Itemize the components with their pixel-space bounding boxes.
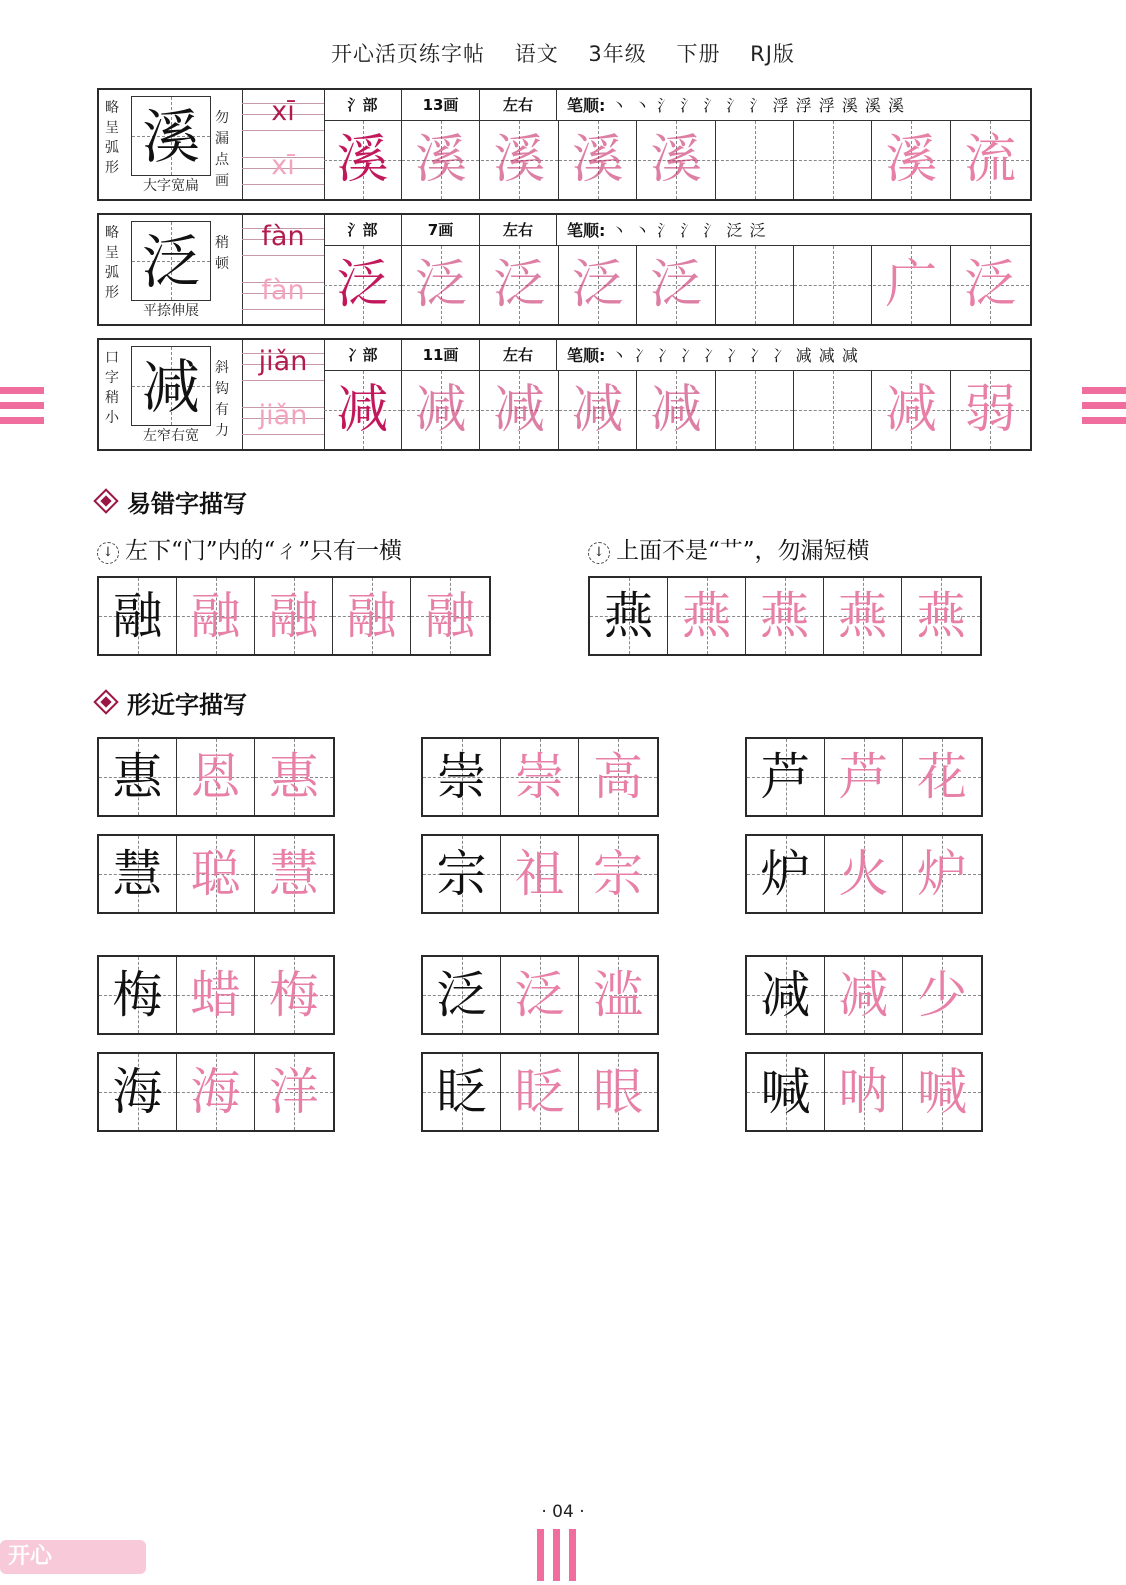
pinyin: xī [271, 96, 295, 127]
practice-cell[interactable] [402, 246, 480, 324]
grid-cell[interactable] [423, 836, 501, 912]
grid-cell[interactable] [177, 957, 255, 1033]
character-row [97, 213, 1032, 326]
practice-cell[interactable] [559, 246, 637, 324]
practice-char: 泛 [964, 255, 1017, 315]
practice-cell[interactable] [559, 371, 637, 449]
page-header [0, 38, 1126, 68]
practice-char: 溪 [414, 130, 467, 190]
grid-char: 崇 [436, 748, 487, 806]
tracing-grid [97, 1052, 335, 1132]
practice-cell[interactable] [794, 371, 872, 449]
grid-char: 燕 [759, 587, 810, 645]
grade: 3年级 [588, 42, 647, 66]
grid-char: 花 [917, 748, 967, 806]
brand-logo: 开心 [0, 1540, 146, 1574]
grid-cell[interactable] [177, 739, 255, 815]
right-note: 勿漏点画 [215, 110, 229, 189]
model-character-box [131, 96, 211, 176]
grid-char: 融 [268, 587, 319, 645]
grid-cell[interactable] [825, 739, 903, 815]
grid-char: 海 [190, 1063, 241, 1121]
grid-cell[interactable] [579, 957, 657, 1033]
tracing-grid [421, 834, 659, 914]
radical: 氵部 [324, 90, 402, 121]
model-character-box [131, 221, 211, 301]
tracing-grid [421, 955, 659, 1035]
grid-cell[interactable] [255, 1054, 333, 1130]
grid-cell[interactable] [825, 1054, 903, 1130]
tracing-grid [97, 576, 491, 656]
practice-char [794, 121, 871, 199]
grid-char: 聪 [190, 845, 241, 903]
right-note: 斜钩有力 [215, 360, 229, 439]
practice-char [716, 246, 793, 324]
subject: 语文 [514, 42, 559, 66]
grid-char: 洋 [269, 1063, 319, 1121]
grid-cell[interactable] [99, 836, 177, 912]
practice-cell[interactable] [481, 246, 559, 324]
grid-cell[interactable] [177, 1054, 255, 1130]
grid-cell[interactable] [747, 1054, 825, 1130]
practice-char: 溪 [650, 130, 703, 190]
grid-cell[interactable] [747, 957, 825, 1033]
tracing-grid [421, 737, 659, 817]
practice-char: 泛 [650, 255, 703, 315]
grid-char: 融 [190, 587, 241, 645]
character-row [97, 338, 1032, 451]
practice-char: 减 [414, 380, 467, 440]
grid-cell[interactable] [501, 739, 579, 815]
grid-cell[interactable] [747, 739, 825, 815]
practice-cell[interactable] [638, 246, 716, 324]
grid-char: 减 [838, 966, 889, 1024]
grid-cell[interactable] [423, 739, 501, 815]
grid-char: 祖 [514, 845, 565, 903]
grid-char: 少 [917, 966, 967, 1024]
volume: 下册 [676, 42, 721, 66]
sample-panel [99, 215, 243, 324]
grid-char: 海 [112, 1063, 163, 1121]
tracing-grid [745, 737, 983, 817]
grid-cell[interactable] [423, 1054, 501, 1130]
grid-cell[interactable] [903, 1054, 981, 1130]
practice-char: 溪 [336, 130, 389, 190]
practice-char [716, 371, 793, 449]
grid-char: 慧 [269, 845, 319, 903]
practice-cell[interactable] [324, 246, 402, 324]
practice-cell[interactable] [481, 371, 559, 449]
grid-char: 芦 [760, 748, 811, 806]
pinyin-box [242, 340, 325, 449]
bottom-note: 左窄右宽 [143, 428, 199, 444]
practice-char: 溪 [885, 130, 938, 190]
grid-cell[interactable] [579, 739, 657, 815]
hint-right: ↓ 上面不是“艹”，勿漏短横 [588, 532, 870, 566]
grid-char: 梅 [112, 966, 163, 1024]
tracing-grid [745, 955, 983, 1035]
left-note: 口字稍小 [105, 350, 119, 426]
grid-cell[interactable] [99, 739, 177, 815]
book-title: 开心活页练字帖 [331, 42, 486, 66]
stroke-count: 13画 [402, 90, 480, 121]
practice-cell[interactable] [951, 371, 1029, 449]
practice-cell[interactable] [873, 121, 951, 199]
grid-char: 融 [112, 587, 163, 645]
grid-cell[interactable] [501, 1054, 579, 1130]
grid-char: 眨 [514, 1063, 565, 1121]
grid-cell[interactable] [825, 957, 903, 1033]
stroke-order: 笔顺: 丶 丶 氵 氵 氵 氵 氵 浮 浮 浮 溪 溪 溪 [557, 90, 1030, 121]
grid-char: 泛 [436, 966, 487, 1024]
practice-char: 弱 [964, 380, 1017, 440]
page-bars [537, 1529, 585, 1585]
practice-cell[interactable] [794, 246, 872, 324]
grid-char: 惠 [112, 748, 163, 806]
practice-char [794, 371, 871, 449]
structure: 左右 [480, 340, 557, 371]
stroke-count: 7画 [402, 215, 480, 246]
practice-cell[interactable] [402, 371, 480, 449]
stroke-order: 笔顺: 丶 丶 氵 氵 氵 泛 泛 [557, 215, 1030, 246]
practice-cell[interactable] [559, 121, 637, 199]
practice-cell[interactable] [873, 246, 951, 324]
left-note: 略呈弧形 [105, 225, 119, 301]
practice-cell[interactable] [794, 121, 872, 199]
similar-section-title: 形近字描写 [97, 685, 247, 720]
practice-cell[interactable] [324, 371, 402, 449]
grid-char: 燕 [916, 587, 966, 645]
practice-cell[interactable] [716, 121, 794, 199]
grid-cell[interactable] [590, 578, 668, 654]
grid-char: 蜡 [190, 966, 241, 1024]
practice-cell[interactable] [638, 371, 716, 449]
practice-cell[interactable] [324, 121, 402, 199]
grid-cell[interactable] [99, 957, 177, 1033]
left-margin-bars [0, 387, 44, 432]
error-section-title: 易错字描写 [97, 484, 247, 519]
practice-cell[interactable] [716, 371, 794, 449]
practice-char: 减 [885, 380, 938, 440]
grid-char: 燕 [837, 587, 888, 645]
diamond-icon [93, 689, 118, 714]
stroke-order: 笔顺: 丶 冫 冫 冫 冫 冫 冫 冫 减 减 减 [557, 340, 1030, 371]
grid-cell[interactable] [579, 836, 657, 912]
practice-cell[interactable] [716, 246, 794, 324]
tracing-grid [745, 1052, 983, 1132]
practice-char: 泛 [414, 255, 467, 315]
practice-char [716, 121, 793, 199]
practice-char: 溪 [493, 130, 546, 190]
radical: 冫部 [324, 340, 402, 371]
grid-cell[interactable] [177, 578, 255, 654]
page-number: · 04 · [541, 1502, 585, 1522]
sample-panel [99, 90, 243, 199]
grid-cell[interactable] [501, 836, 579, 912]
practice-cell[interactable] [951, 121, 1029, 199]
grid-cell[interactable] [333, 578, 411, 654]
structure: 左右 [480, 215, 557, 246]
grid-cell[interactable] [255, 957, 333, 1033]
grid-char: 惠 [269, 748, 319, 806]
tracing-grid [421, 1052, 659, 1132]
grid-cell[interactable] [903, 957, 981, 1033]
grid-char: 慧 [112, 845, 163, 903]
grid-cell[interactable] [99, 578, 177, 654]
grid-cell[interactable] [501, 957, 579, 1033]
grid-cell[interactable] [903, 739, 981, 815]
practice-cell[interactable] [481, 121, 559, 199]
pinyin: jiǎn [258, 346, 308, 377]
grid-char: 减 [760, 966, 811, 1024]
structure: 左右 [480, 90, 557, 121]
left-note: 略呈弧形 [105, 100, 119, 176]
bottom-note: 大字宽扁 [143, 178, 199, 194]
tracing-grid [97, 737, 335, 817]
grid-cell[interactable] [747, 836, 825, 912]
tracing-grid [745, 834, 983, 914]
grid-cell[interactable] [903, 836, 981, 912]
practice-char [794, 246, 871, 324]
grid-char: 喊 [760, 1063, 811, 1121]
pinyin-trace: fàn [261, 275, 305, 306]
grid-char: 呐 [838, 1063, 889, 1121]
grid-char: 高 [593, 748, 643, 806]
grid-cell[interactable] [825, 836, 903, 912]
grid-char: 滥 [593, 966, 643, 1024]
grid-cell[interactable] [99, 1054, 177, 1130]
practice-char: 减 [571, 380, 624, 440]
grid-cell[interactable] [255, 836, 333, 912]
stroke-count: 11画 [402, 340, 480, 371]
practice-cell[interactable] [951, 246, 1029, 324]
grid-char: 恩 [190, 748, 241, 806]
tracing-grid [97, 955, 335, 1035]
down-arrow-icon: ↓ [97, 542, 119, 564]
model-character: 减 [141, 353, 200, 421]
grid-char: 炉 [760, 845, 811, 903]
edition: RJ版 [750, 42, 795, 66]
grid-char: 崇 [514, 748, 565, 806]
grid-char: 芦 [838, 748, 889, 806]
tracing-grid [588, 576, 982, 656]
model-character: 泛 [141, 228, 200, 296]
right-margin-bars [1082, 387, 1126, 432]
radical: 氵部 [324, 215, 402, 246]
down-arrow-icon: ↓ [588, 542, 610, 564]
grid-char: 融 [425, 587, 475, 645]
pinyin: fàn [261, 221, 305, 252]
model-character: 溪 [141, 103, 200, 171]
practice-char: 泛 [493, 255, 546, 315]
bottom-note: 平捺伸展 [143, 303, 199, 319]
practice-char: 广 [885, 255, 938, 315]
grid-char: 炉 [917, 845, 967, 903]
practice-char: 减 [650, 380, 703, 440]
grid-char: 融 [346, 587, 397, 645]
grid-char: 眼 [593, 1063, 643, 1121]
practice-char: 泛 [336, 255, 389, 315]
character-row [97, 88, 1032, 201]
practice-char: 减 [493, 380, 546, 440]
grid-cell[interactable] [824, 578, 902, 654]
practice-cell[interactable] [402, 121, 480, 199]
grid-cell[interactable] [255, 739, 333, 815]
grid-cell[interactable] [579, 1054, 657, 1130]
grid-char: 火 [838, 845, 889, 903]
grid-char: 梅 [269, 966, 319, 1024]
grid-cell[interactable] [746, 578, 824, 654]
grid-char: 宗 [436, 845, 487, 903]
hint-left: ↓ 左下“门”内的“ㄔ”只有一横 [97, 532, 402, 566]
grid-char: 喊 [917, 1063, 967, 1121]
grid-cell[interactable] [177, 836, 255, 912]
practice-cell[interactable] [873, 371, 951, 449]
grid-char: 宗 [593, 845, 643, 903]
pinyin-trace: jiǎn [258, 400, 308, 431]
grid-cell[interactable] [255, 578, 333, 654]
grid-cell[interactable] [668, 578, 746, 654]
grid-cell[interactable] [411, 578, 489, 654]
pinyin-box [242, 215, 325, 324]
practice-char: 减 [336, 380, 389, 440]
grid-cell[interactable] [902, 578, 980, 654]
tracing-grid [97, 834, 335, 914]
model-character-box [131, 346, 211, 426]
sample-panel [99, 340, 243, 449]
grid-cell[interactable] [423, 957, 501, 1033]
practice-char: 溪 [571, 130, 624, 190]
diamond-icon [93, 488, 118, 513]
grid-char: 燕 [681, 587, 732, 645]
grid-char: 眨 [436, 1063, 487, 1121]
practice-cell[interactable] [638, 121, 716, 199]
right-note: 稍顿 [215, 235, 229, 272]
practice-char: 泛 [571, 255, 624, 315]
grid-char: 泛 [514, 966, 565, 1024]
pinyin-box [242, 90, 325, 199]
grid-char: 燕 [603, 587, 654, 645]
pinyin-trace: xī [271, 150, 295, 181]
practice-char: 流 [964, 130, 1017, 190]
